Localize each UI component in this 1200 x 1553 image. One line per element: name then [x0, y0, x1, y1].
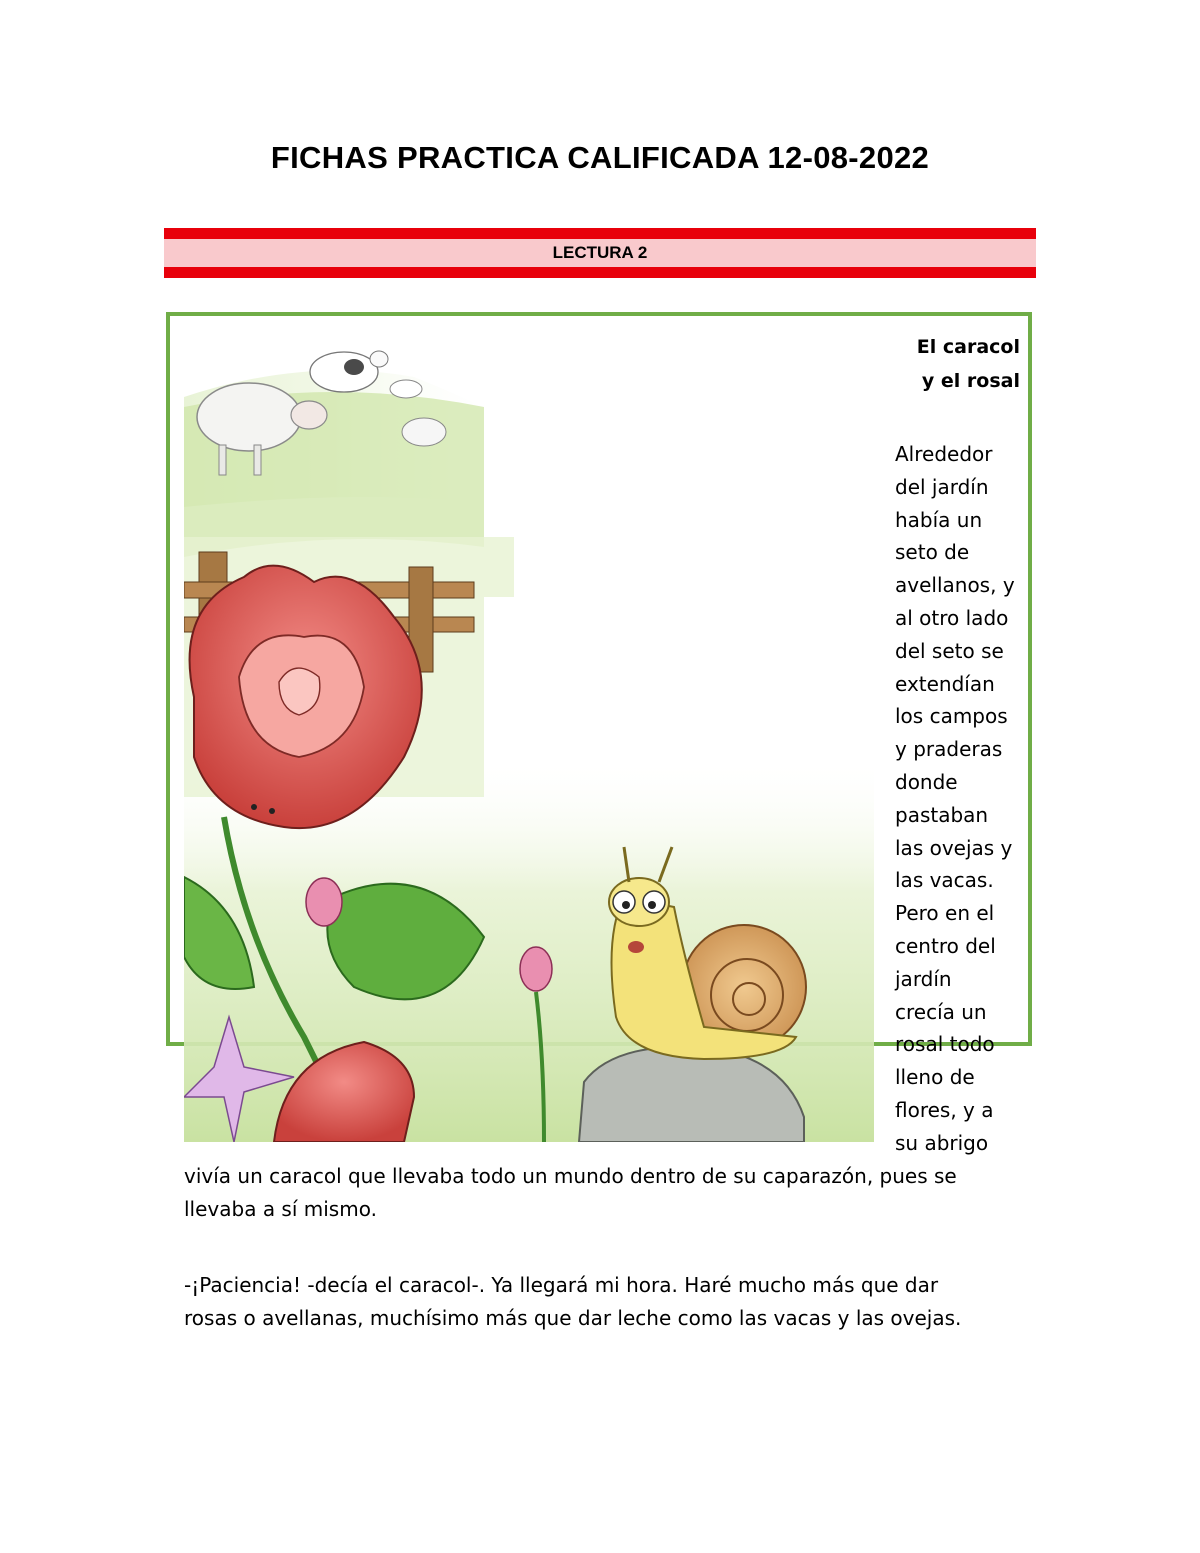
text-line: los campos	[895, 704, 1008, 729]
text-line: había un	[895, 507, 983, 532]
text-line: rosas o avellanas, muchísimo más que dar leche como las vacas y las ovejas.	[184, 1306, 962, 1330]
text-line: las vacas.	[895, 868, 994, 893]
story-title-line-1: El caracol	[916, 336, 1020, 358]
story-title	[870, 330, 1020, 398]
text-line: al otro lado	[895, 605, 1009, 630]
text-line: del seto se	[895, 638, 1004, 663]
text-line: lleno de	[895, 1065, 975, 1090]
section-banner	[164, 228, 1036, 278]
story-title-line-2: y el rosal	[921, 370, 1020, 392]
text-line: llevaba a sí mismo.	[184, 1197, 377, 1221]
text-line: del jardín	[895, 474, 989, 499]
story-illustration	[184, 337, 874, 1142]
story-paragraph-1-end	[184, 1160, 1004, 1226]
text-line: centro del	[895, 933, 996, 958]
text-line: las ovejas y	[895, 835, 1013, 860]
text-line: donde	[895, 769, 958, 794]
text-line: seto de	[895, 540, 970, 565]
text-line: flores, y a	[895, 1097, 994, 1122]
text-line: Pero en el	[895, 901, 995, 926]
text-line: rosal todo	[895, 1032, 995, 1057]
text-line: y praderas	[895, 737, 1003, 762]
text-line: jardín	[895, 966, 952, 991]
banner-top-rule	[164, 228, 1036, 239]
reading-frame	[166, 312, 1032, 1330]
text-line: su abrigo	[895, 1130, 989, 1155]
text-line: vivía un caracol que llevaba todo un mundo dentro de su caparazón, pues se	[184, 1164, 957, 1188]
text-line: pastaban	[895, 802, 989, 827]
story-column-text	[895, 438, 1035, 1160]
text-line: avellanos, y	[895, 573, 1015, 598]
text-line: Alrededor	[895, 442, 993, 466]
banner-bottom-rule	[164, 267, 1036, 278]
section-label: LECTURA 2	[552, 243, 648, 262]
story-paragraph-2	[184, 1269, 1004, 1335]
document-title: FICHAS PRACTICA CALIFICADA 12-08-2022	[270, 140, 930, 175]
text-line: -¡Paciencia! -decía el caracol-. Ya llegará mi hora. Haré mucho más que dar	[184, 1273, 939, 1297]
text-line: crecía un	[895, 999, 987, 1024]
text-line: extendían	[895, 671, 995, 696]
